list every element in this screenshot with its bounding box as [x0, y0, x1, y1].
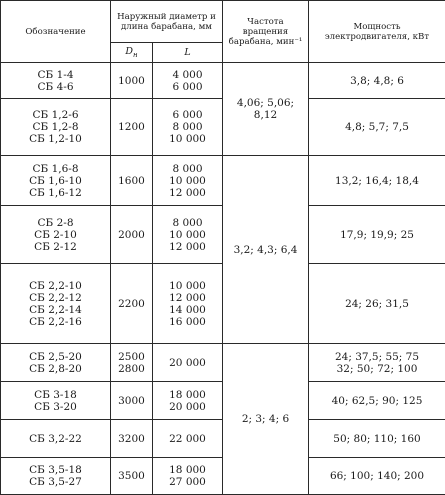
row-length: 18 000 20 000 — [153, 382, 223, 420]
row-length: 20 000 — [153, 344, 223, 382]
row-diameter: 3200 — [111, 420, 153, 458]
row-designation: СБ 2,2-10 СБ 2,2-12 СБ 2,2-14 СБ 2,2-16 — [1, 264, 111, 344]
row-length: 18 000 27 000 — [153, 458, 223, 495]
row-designation: СБ 3,5-18 СБ 3,5-27 — [1, 458, 111, 495]
header-rotation: Частота вращения барабана, мин⁻¹ — [223, 1, 309, 63]
header-row — [1, 1, 445, 43]
rotation-group: 2; 3; 4; 6 — [223, 344, 309, 495]
row-length: 22 000 — [153, 420, 223, 458]
row-diameter: 2500 2800 — [111, 344, 153, 382]
rotation-group: 3,2; 4,3; 6,4 — [223, 156, 309, 344]
rotation-group: 4,06; 5,06; 8,12 — [223, 63, 309, 156]
row-designation: СБ 1-4 СБ 4-6 — [1, 63, 111, 99]
row-diameter: 2000 — [111, 206, 153, 264]
row-power: 17,9; 19,9; 25 — [309, 206, 445, 264]
table-row — [1, 156, 445, 206]
subheader-diameter: $D_н$ — [111, 43, 153, 63]
row-length: 8 000 10 000 12 000 — [153, 206, 223, 264]
row-designation: СБ 3,2-22 — [1, 420, 111, 458]
row-diameter: 2200 — [111, 264, 153, 344]
row-power: 24; 37,5; 55; 75 32; 50; 72; 100 — [309, 344, 445, 382]
row-designation: СБ 1,2-6 СБ 1,2-8 СБ 1,2-10 — [1, 99, 111, 156]
row-diameter: 1600 — [111, 156, 153, 206]
row-designation: СБ 1,6-8 СБ 1,6-10 СБ 1,6-12 — [1, 156, 111, 206]
row-diameter: 3500 — [111, 458, 153, 495]
row-diameter: 1200 — [111, 99, 153, 156]
row-length: 10 000 12 000 14 000 16 000 — [153, 264, 223, 344]
table-row — [1, 344, 445, 382]
row-power: 4,8; 5,7; 7,5 — [309, 99, 445, 156]
row-power: 24; 26; 31,5 — [309, 264, 445, 344]
row-length: 6 000 8 000 10 000 — [153, 99, 223, 156]
row-designation: СБ 2,5-20 СБ 2,8-20 — [1, 344, 111, 382]
header-designation: Обозначение — [1, 1, 111, 63]
row-diameter: 3000 — [111, 382, 153, 420]
row-length: 8 000 10 000 12 000 — [153, 156, 223, 206]
header-power: Мощность электродвигателя, кВт — [309, 1, 445, 63]
row-diameter: 1000 — [111, 63, 153, 99]
row-power: 40; 62,5; 90; 125 — [309, 382, 445, 420]
table-row — [1, 63, 445, 99]
row-power: 50; 80; 110; 160 — [309, 420, 445, 458]
row-designation: СБ 2-8 СБ 2-10 СБ 2-12 — [1, 206, 111, 264]
row-power: 13,2; 16,4; 18,4 — [309, 156, 445, 206]
row-power: 3,8; 4,8; 6 — [309, 63, 445, 99]
subheader-length: L — [153, 43, 223, 63]
row-designation: СБ 3-18 СБ 3-20 — [1, 382, 111, 420]
row-length: 4 000 6 000 — [153, 63, 223, 99]
header-diameter-length: Наружный диаметр и длина барабана, мм — [111, 1, 223, 43]
row-power: 66; 100; 140; 200 — [309, 458, 445, 495]
